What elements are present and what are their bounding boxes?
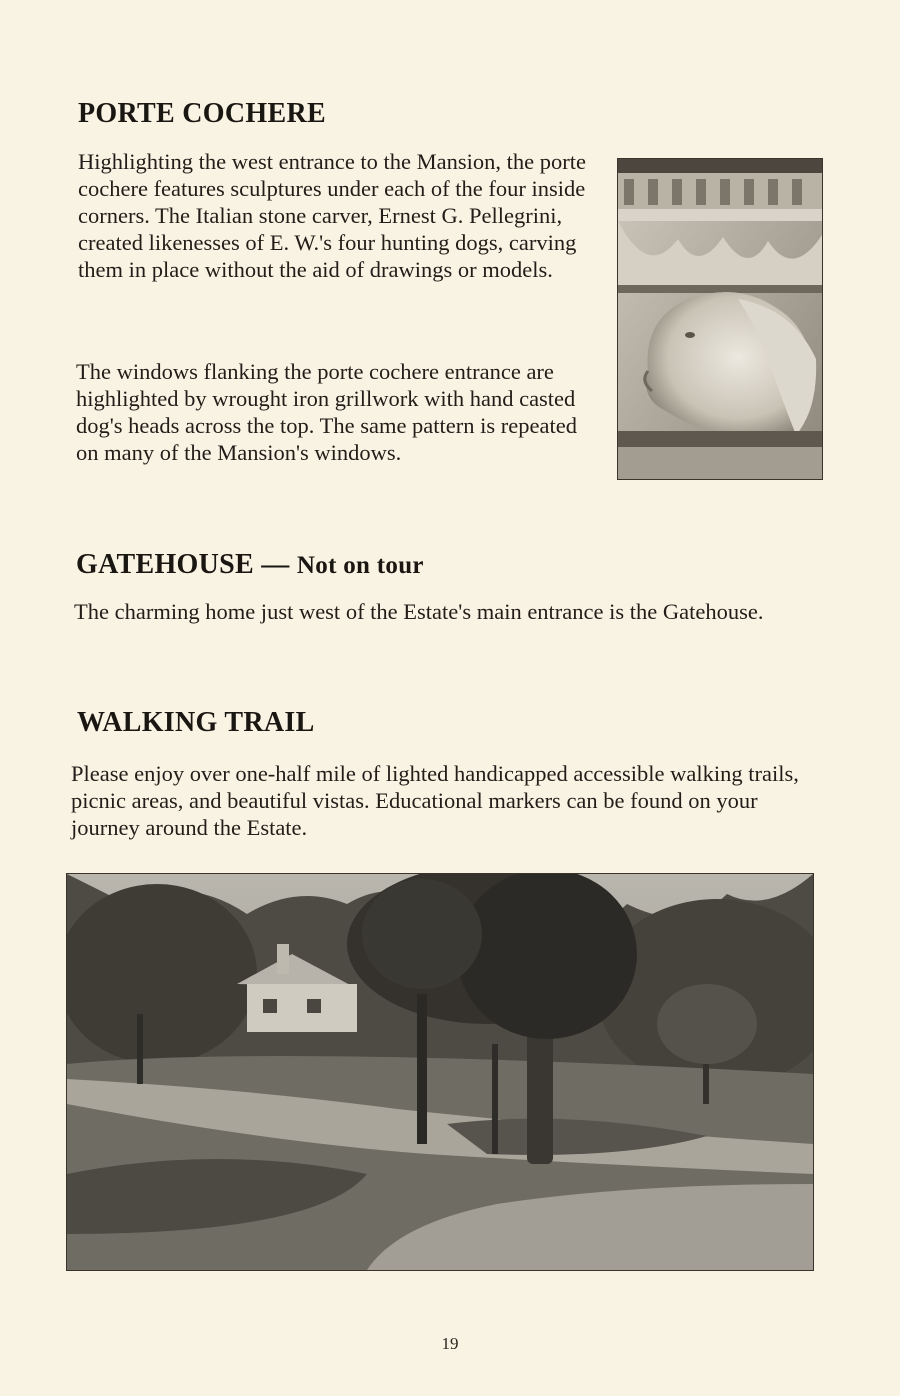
page-number: 19 (441, 1334, 459, 1353)
walking-trail-paragraph: Please enjoy over one-half mile of lighted handicapped accessible walking trails, picnic areas, and beautiful vistas. Educational markers can be found on your journey around the Estate. (71, 761, 799, 840)
porte-cochere-paragraph-1: Highlighting the west entrance to the Mansion, the porte cochere features sculptures under each of the four inside corners. The Italian stone carver, Ernest G. Pellegrini, created likenesses of E. W.'s four hunting dogs, carving them in place without the aid of drawings or models. (78, 149, 587, 282)
gatehouse-heading (76, 549, 424, 581)
gatehouse-paragraph: The charming home just west of the Estate's main entrance is the Gatehouse. (74, 599, 764, 624)
porte-cochere-paragraph-2: The windows flanking the porte cochere entrance are highlighted by wrought iron grillwork with hand casted dog's heads across the top. The same pattern is repeated on many of the Mansion's windows. (76, 359, 577, 465)
show-through-decoration (400, 96, 412, 149)
walking-trail-heading: WALKING TRAIL (77, 707, 315, 738)
porte-cochere-heading: PORTE COCHERE (78, 98, 326, 129)
dog-sculpture-photo (617, 158, 823, 480)
walking-trail-photo (66, 873, 814, 1271)
gatehouse-heading-sub: Not on tour (296, 552, 424, 579)
gatehouse-heading-main: GATEHOUSE — (76, 549, 290, 580)
